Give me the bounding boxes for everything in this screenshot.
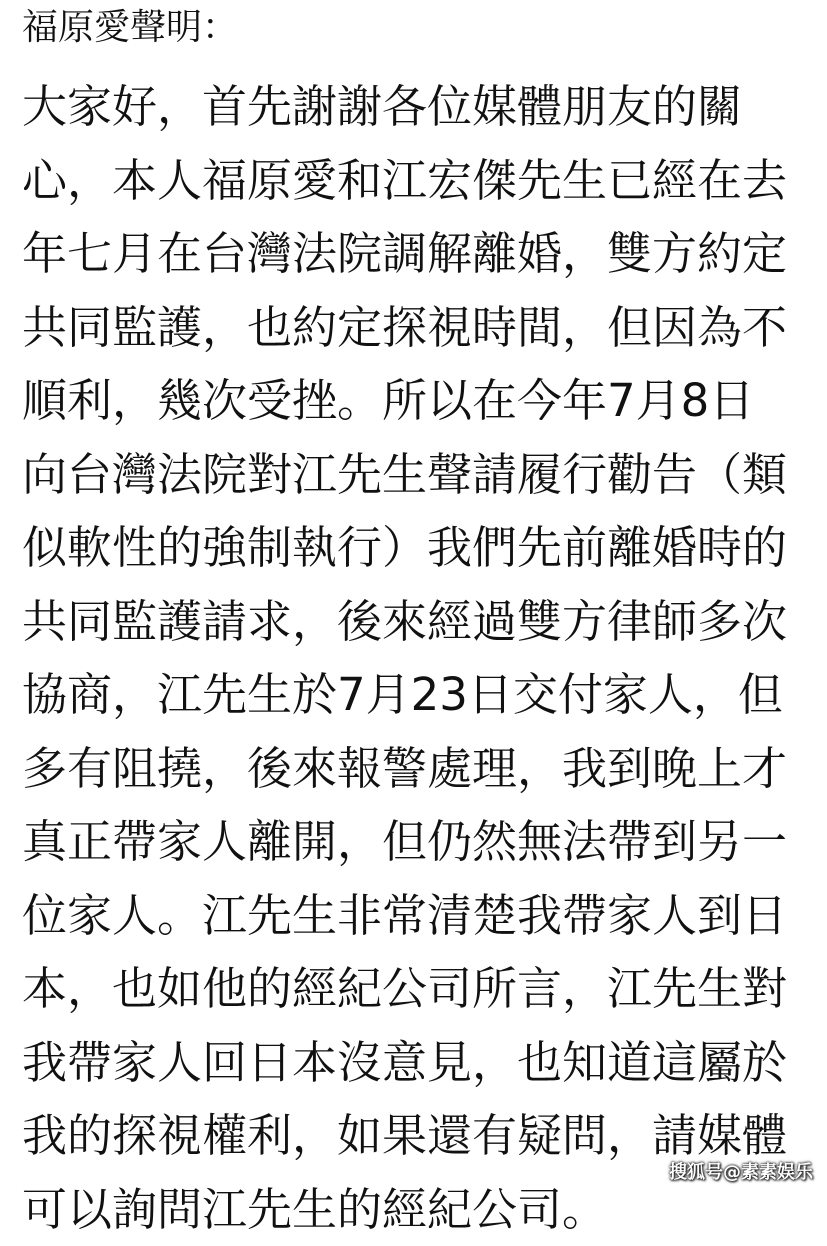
statement-line: 本，也如他的經紀公司所言，江先生對	[22, 952, 812, 1026]
statement-line: 多有阻撓，後來報警處理，我到晚上才	[22, 732, 812, 806]
statement-line: 我帶家人回日本沒意見，也知道這屬於	[22, 1026, 812, 1100]
statement-line: 我的探視權利，如果還有疑問，請媒體	[22, 1099, 812, 1173]
statement-line: 位家人。江先生非常清楚我帶家人到日	[22, 879, 812, 953]
statement-line: 真正帶家人離開，但仍然無法帶到另一	[22, 805, 812, 879]
statement-line: 大家好，首先謝謝各位媒體朋友的關	[22, 70, 812, 144]
statement-line: 向台灣法院對江先生聲請履行勸告（類	[22, 438, 812, 512]
statement-line: 共同監護請求，後來經過雙方律師多次	[22, 585, 812, 659]
statement-line: 順利，幾次受挫。所以在今年7月8日	[22, 364, 812, 438]
statement-line: 心，本人福原愛和江宏傑先生已經在去	[22, 144, 812, 218]
statement-line: 共同監護，也約定探視時間，但因為不	[22, 291, 812, 365]
statement-line: 似軟性的強制執行）我們先前離婚時的	[22, 511, 812, 585]
statement-body	[22, 70, 812, 1246]
statement-line: 協商，江先生於7月23日交付家人，但	[22, 658, 812, 732]
source-watermark: 搜狐号@素素娱乐	[669, 1162, 813, 1184]
statement-title: 福原愛聲明：	[22, 4, 238, 52]
statement-line: 年七月在台灣法院調解離婚，雙方約定	[22, 217, 812, 291]
statement-line: 可以詢問江先生的經紀公司。	[22, 1173, 812, 1246]
